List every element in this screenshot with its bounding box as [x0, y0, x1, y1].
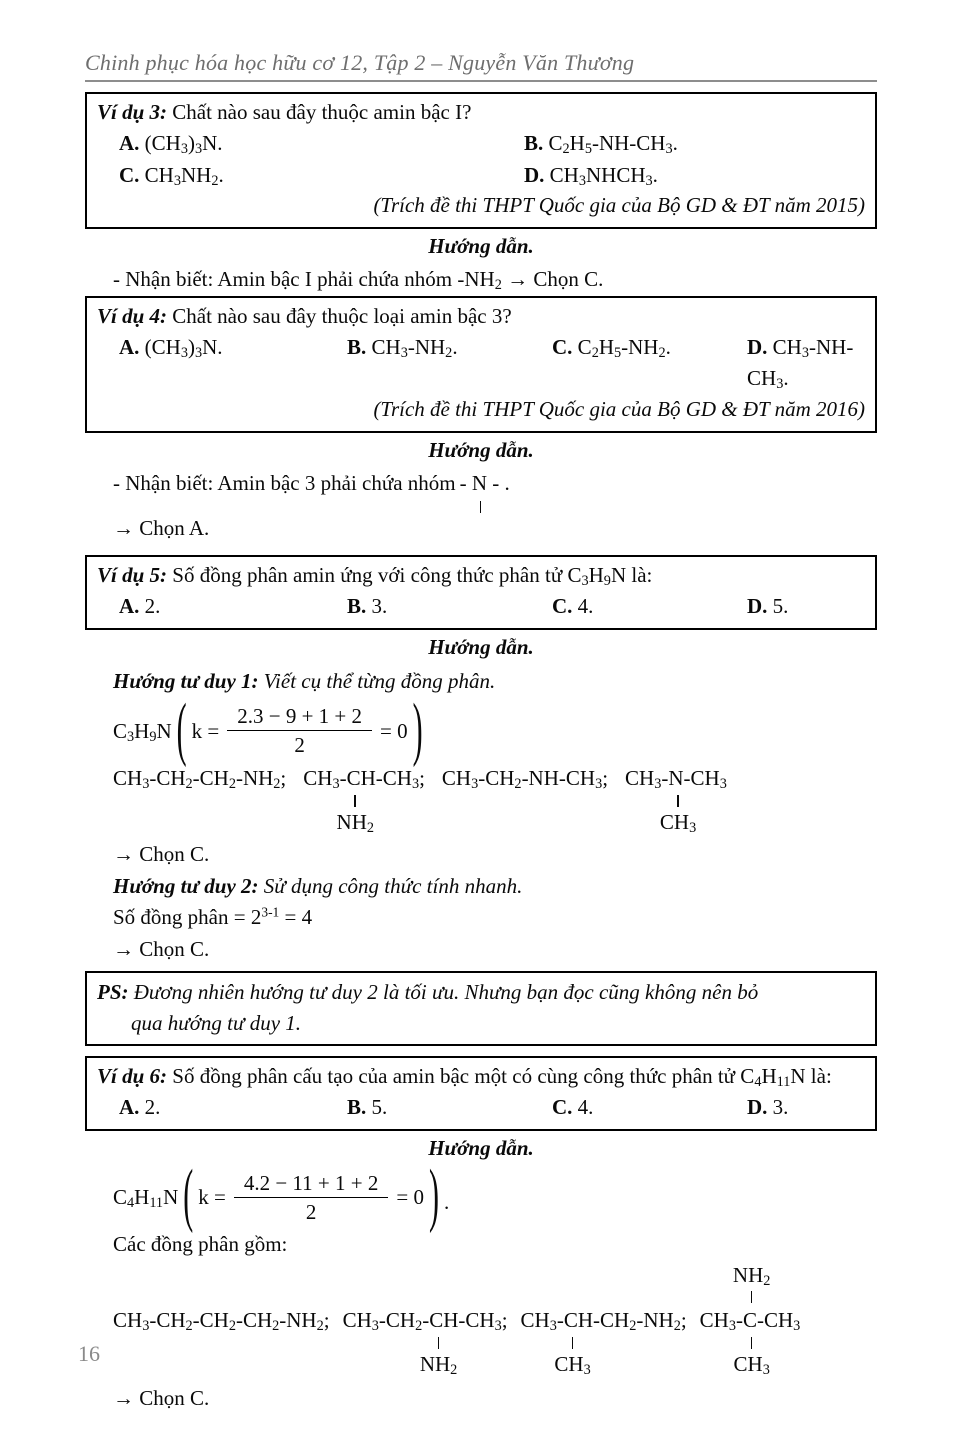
open-paren: (	[176, 690, 187, 769]
example5-choice-2: → Chọn C.	[113, 936, 210, 961]
bond-up	[751, 1291, 753, 1303]
exponent: 3-1	[261, 904, 280, 920]
k-fraction: $\frac{2.3 - 9 + 1 + 2}{2}$	[227, 703, 372, 759]
example3-title	[97, 98, 865, 128]
example4-choice: → Chọn A.	[113, 516, 210, 541]
bond-down	[572, 1337, 574, 1349]
ch3-substituent: $CH_3$	[659, 810, 697, 837]
option-d: D. 3.	[747, 1094, 789, 1119]
example4-label: Ví dụ 4:	[97, 303, 168, 328]
bond-down	[677, 795, 679, 807]
option-c: C. $CH_3NH_2$.	[119, 162, 224, 189]
nh2-substituent: $NH_2$	[336, 810, 375, 837]
ch3-substituent: $CH_3$	[733, 1352, 770, 1379]
option-a: A. 2.	[119, 593, 161, 618]
fast-count-equation: Số đồng phân = $2^{3-1} = 4$	[113, 904, 313, 930]
example6-title	[97, 1062, 865, 1092]
isomer-trimethylamine: $CH_3-N-CH_3$ $CH_3$	[625, 765, 727, 837]
option-c: C. $C_2H_5-NH_2$.	[552, 334, 671, 361]
k-formula-c4h11n: $C_4H_{11}N$ ( k = $\frac{4.2 - 11 + 1 + 2}{2}$ = 0 ) .	[113, 1157, 450, 1236]
example3-box	[85, 92, 877, 229]
example4-title	[97, 302, 865, 332]
example6-box	[85, 1056, 877, 1131]
option-c: C. 4.	[552, 593, 594, 618]
bond-down	[438, 1337, 440, 1349]
example5-label: Ví dụ 5:	[97, 562, 168, 587]
ps-label: PS:	[97, 980, 129, 1005]
header-rule	[85, 80, 877, 82]
close-paren: )	[428, 1157, 439, 1236]
n-bond-down	[480, 501, 482, 513]
option-a: A. $(CH_3)_3N$.	[119, 131, 223, 158]
option-a: A. $(CH_3)_3N$.	[119, 334, 223, 361]
guide-heading-3: Hướng dẫn.	[428, 635, 534, 660]
option-b: B. $C_2H_5-NH-CH_3$.	[524, 131, 678, 158]
example5-question: Số đồng phân amin ứng với công thức phân tử $C_3H_9N$ là:	[172, 562, 653, 590]
guide-heading-2: Hướng dẫn.	[428, 437, 534, 462]
option-d: D. $CH_3-NH-CH_3$.	[747, 334, 854, 393]
example3-options-row1	[97, 128, 865, 160]
k-formula-c3h9n: $C_3H_9N$ ( k = $\frac{2.3 - 9 + 1 + 2}{2}$ = 0 )	[113, 690, 423, 769]
example4-question: Chất nào sau đây thuộc loại amin bậc 3?	[172, 303, 512, 328]
tertiary-amine-group: - N - .	[460, 468, 510, 500]
guide-heading-1: Hướng dẫn.	[428, 234, 534, 259]
option-a: A. 2.	[119, 1094, 161, 1119]
example4-options	[97, 332, 865, 395]
compound-formula: $C_3H_9N$	[113, 718, 172, 745]
bond-down	[751, 1337, 753, 1349]
example5-title	[97, 561, 865, 591]
close-paren: )	[412, 690, 423, 769]
option-b: B. 3.	[347, 593, 388, 618]
nh2-substituent: $NH_2$	[419, 1352, 458, 1379]
option-b: B. $CH_3-NH_2$.	[347, 334, 458, 361]
open-paren: (	[183, 1157, 194, 1236]
example5-options	[97, 591, 865, 623]
option-b: B. 5.	[347, 1094, 388, 1119]
example6-question: Số đồng phân cấu tạo của amin bậc một có cùng công thức phân tử $C_4H_{11}N$ là:	[172, 1063, 832, 1091]
example3-solution: - Nhận biết: Amin bậc I phải chứa nhóm $-NH_2$ → Chọn C.	[113, 267, 604, 294]
isomer-tert-butylamine: $CH_3-C-CH_3$ $NH_2$ $CH_3$	[700, 1305, 801, 1335]
isomer-structures-c3h9n	[85, 763, 877, 837]
isomer-isobutylamine: $CH_3-CH-CH_2-NH_2$; $CH_3$	[520, 1307, 687, 1379]
nh2-substituent-above: $NH_2$	[732, 1263, 771, 1290]
k-fraction: $\frac{4.2 - 11 + 1 + 2}{2}$	[234, 1170, 389, 1226]
isomer-ethylmethylamine: $CH_3-CH_2-NH-CH_3$;	[441, 765, 609, 792]
example3-options-row2	[97, 160, 865, 192]
bond-down	[354, 795, 356, 807]
ps-note-line2: qua hướng tư duy 1.	[131, 1010, 302, 1035]
thinking-path-1: Hướng tư duy 1: Viết cụ thể từng đồng phân.	[113, 668, 496, 693]
compound-formula: $C_4H_{11}N$	[113, 1185, 179, 1212]
example3-source: (Trích đề thi THPT Quốc gia của Bộ GD & ĐT năm 2015)	[373, 193, 865, 218]
example3-question: Chất nào sau đây thuộc amin bậc I?	[172, 100, 472, 125]
ps-note: PS: Đương nhiên hướng tư duy 2 là tối ưu. Nhưng bạn đọc cũng không nên bỏ	[97, 980, 759, 1005]
example6-choice: → Chọn C.	[113, 1386, 210, 1411]
example4-source: (Trích đề thi THPT Quốc gia của Bộ GD & ĐT năm 2016)	[373, 396, 865, 421]
guide-heading-4: Hướng dẫn.	[428, 1136, 534, 1161]
isomer-propylamine: $CH_3-CH_2-CH_2-NH_2$;	[113, 765, 287, 792]
example6-label: Ví dụ 6:	[97, 1063, 168, 1088]
example4-box	[85, 296, 877, 433]
thinking-path-2: Hướng tư duy 2: Sử dụng công thức tính nhanh.	[113, 873, 523, 898]
option-c: C. 4.	[552, 1094, 594, 1119]
ch3-substituent: $CH_3$	[554, 1352, 591, 1379]
book-title: Chinh phục hóa học hữu cơ 12, Tập 2 – Nguyễn Văn Thương	[85, 50, 635, 75]
example3-label: Ví dụ 3:	[97, 100, 168, 125]
isomer-sec-butylamine: $CH_3-CH_2-CH-CH_3$; $NH_2$	[342, 1307, 508, 1379]
isomer-list-intro: Các đồng phân gồm:	[113, 1232, 288, 1257]
example5-box	[85, 555, 877, 630]
period: .	[443, 1189, 450, 1214]
page-number: 16	[78, 1341, 100, 1366]
isomer-butylamine: $CH_3-CH_2-CH_2-CH_2-NH_2$;	[113, 1307, 330, 1334]
example5-choice-1: → Chọn C.	[113, 842, 210, 867]
example4-solution: - Nhận biết: Amin bậc 3 phải chứa nhóm - N - .	[85, 468, 877, 500]
example6-options	[97, 1092, 865, 1124]
option-d: D. 5.	[747, 593, 789, 618]
page-header	[85, 50, 877, 82]
isomer-isopropylamine: $CH_3-CH-CH_3$; $NH_2$	[303, 765, 425, 837]
ps-note-box	[85, 971, 877, 1046]
option-d: D. $CH_3NHCH_3$.	[524, 162, 658, 189]
